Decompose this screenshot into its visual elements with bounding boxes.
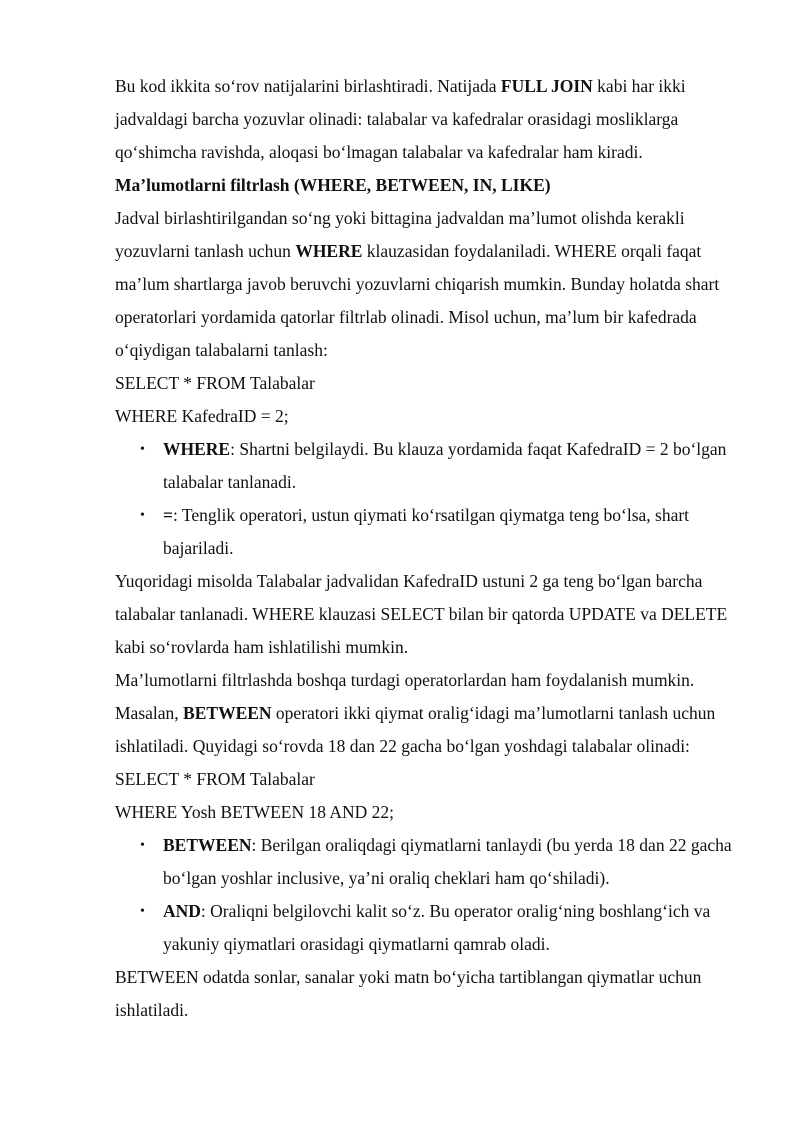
list-item [115, 895, 745, 961]
paragraph-between-intro [115, 664, 745, 763]
bullet-icon: • [140, 904, 145, 919]
list-term: = [163, 505, 173, 525]
list-item [115, 433, 745, 499]
list-text: : Shartni belgilaydi. Bu klauza yordamida faqat KafedraID = 2 bo‘lgan talabalar tanlanadi. [163, 439, 727, 492]
bold-term-between: BETWEEN [183, 703, 272, 723]
paragraph-text: Ma’lumotlarni filtrlashda boshqa turdagi operatorlardan ham foydalanish mumkin. Masalan, [115, 670, 695, 723]
code-line: WHERE KafedraID = 2; [115, 406, 289, 426]
bullet-icon: • [140, 508, 145, 523]
list-text: : Tenglik operatori, ustun qiymati ko‘rsatilgan qiymatga teng bo‘lsa, shart bajariladi. [163, 505, 690, 558]
bold-term-full-join: FULL JOIN [500, 76, 593, 96]
bullet-list-where [115, 433, 745, 565]
list-term: BETWEEN [163, 835, 252, 855]
code-line: SELECT * FROM Talabalar [115, 769, 315, 789]
list-text: : Berilgan oraliqdagi qiymatlarni tanlaydi (bu yerda 18 dan 22 gacha bo‘lgan yoshlar inclusive, ya’ni oraliq cheklari ham qo‘shiladi). [163, 835, 732, 888]
bullet-icon: • [140, 838, 145, 853]
paragraph-text: kabi har ikki jadvaldagi barcha yozuvlar olinadi: talabalar va kafedralar orasidagi mosliklarga qo‘shimcha ravishda, aloqasi bo‘lmagan talabalar va kafedralar ham kiradi. [115, 76, 686, 162]
paragraph-text: operatori ikki qiymat oralig‘idagi ma’lumotlarni tanlash uchun ishlatiladi. Quyidagi so‘rovda 18 dan 22 gacha bo‘lgan yoshdagi talabalar olinadi: [115, 703, 716, 756]
code-line: SELECT * FROM Talabalar [115, 373, 315, 393]
bullet-icon: • [140, 442, 145, 457]
list-text: : Oraliqni belgilovchi kalit so‘z. Bu operator oralig‘ning boshlang‘ich va yakuniy qiymatlari orasidagi qiymatlarni qamrab oladi. [163, 901, 711, 954]
document-page [115, 70, 745, 1027]
list-item [115, 499, 745, 565]
paragraph-full-join [115, 70, 745, 169]
list-term: WHERE [163, 439, 231, 459]
bullet-list-between [115, 829, 745, 961]
code-line: WHERE Yosh BETWEEN 18 AND 22; [115, 802, 395, 822]
list-item [115, 829, 745, 895]
paragraph-text: Bu kod ikkita so‘rov natijalarini birlashtiradi. Natijada [115, 76, 501, 96]
bold-term-where: WHERE [295, 241, 363, 261]
paragraph-where-intro [115, 202, 745, 367]
list-term: AND [163, 901, 201, 921]
paragraph-text: Jadval birlashtirilgandan so‘ng yoki bittagina jadvaldan ma’lumot olishda kerakli yozuvlarni tanlash uchun [115, 208, 685, 261]
paragraph-between-usage: BETWEEN odatda sonlar, sanalar yoki matn bo‘yicha tartiblangan qiymatlar uchun ishlatiladi. [115, 967, 702, 1020]
section-heading: Ma’lumotlarni filtrlash (WHERE, BETWEEN, IN, LIKE) [115, 175, 551, 195]
paragraph-text: klauzasidan foydalaniladi. WHERE orqali faqat ma’lum shartlarga javob beruvchi yozuvlarni chiqarish mumkin. Bunday holatda shart operatorlari yordamida qatorlar filtrlab olinadi. Misol uchun, ma’lum bir kafedrada o‘qiydigan talabalarni tanlash: [115, 241, 720, 360]
paragraph-where-explanation: Yuqoridagi misolda Talabalar jadvalidan KafedraID ustuni 2 ga teng bo‘lgan barcha talabalar tanlanadi. WHERE klauzasi SELECT bilan bir qatorda UPDATE va DELETE kabi so‘rovlarda ham ishlatilishi mumkin. [115, 571, 728, 657]
